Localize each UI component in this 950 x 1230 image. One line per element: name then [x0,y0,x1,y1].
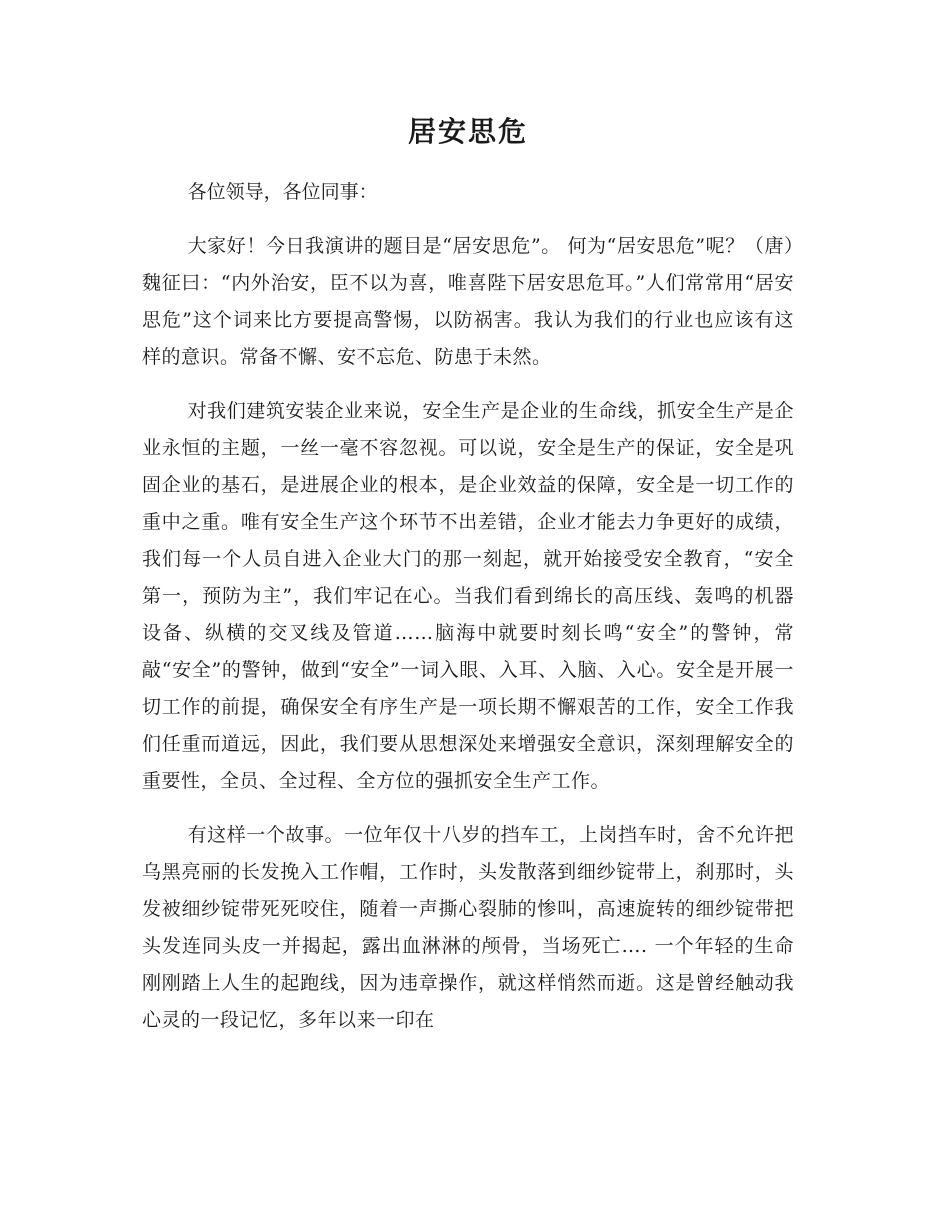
paragraph-safety: 对我们建筑安装企业来说，安全生产是企业的生命线，抓安全生产是企业永恒的主题，一丝一毫不容忽视。可以说，安全是生产的保证，安全是巩固企业的基石，是进展企业的根本，是企业效益的保障，安全是一切工作的重中之重。唯有安全生产这个环节不出差错，企业才能去力争更好的成绩，我们每一个人员自进入企业大门的那一刻起，就开始接受安全教育，“安全第一，预防为主”，我们牢记在心。当我们看到绵长的高压线、轰鸣的机器设备、纵横的交叉线及管道……脑海中就要时刻长鸣“安全”的警钟，常敲“安全”的警钟，做到“安全”一词入眼、入耳、入脑、入心。安全是开展一切工作的前提，确保安全有序生产是一项长期不懈艰苦的工作，安全工作我们任重而道远，因此，我们要从思想深处来增强安全意识，深刻理解安全的重要性，全员、全过程、全方位的强抓安全生产工作。 [142,400,794,792]
paragraph-story: 有这样一个故事。一位年仅十八岁的挡车工，上岗挡车时，舍不允许把乌黑亮丽的长发挽入工作帽，工作时，头发散落到细纱锭带上，刹那时，头发被细纱锭带死死咬住，随着一声撕心裂肺的惨叫，高速旋转的细纱锭带把头发连同头皮一并揭起，露出血淋淋的颅骨，当场死亡…. 一个年轻的生命刚刚踏上人生的起跑线，因为违章操作，就这样悄然而逝。这是曾经触动我心灵的一段记忆，多年以来一印在 [142,824,794,1031]
document-page [142,110,794,1056]
document-title: 居安思危 [407,115,528,148]
paragraph-intro: 大家好！今日我演讲的题目是“居安思危”。 何为“居安思危”呢？（唐）魏征曰：“内外治安，臣不以为喜，唯喜陛下居安思危耳。”人们常常用“居安思危”这个词来比方要提高警惕，以防祸害。我认为我们的行业也应该有这样的意识。常备不懈、安不忘危、防患于未然。 [142,235,794,368]
salutation: 各位领导，各位同事： [187,181,378,203]
